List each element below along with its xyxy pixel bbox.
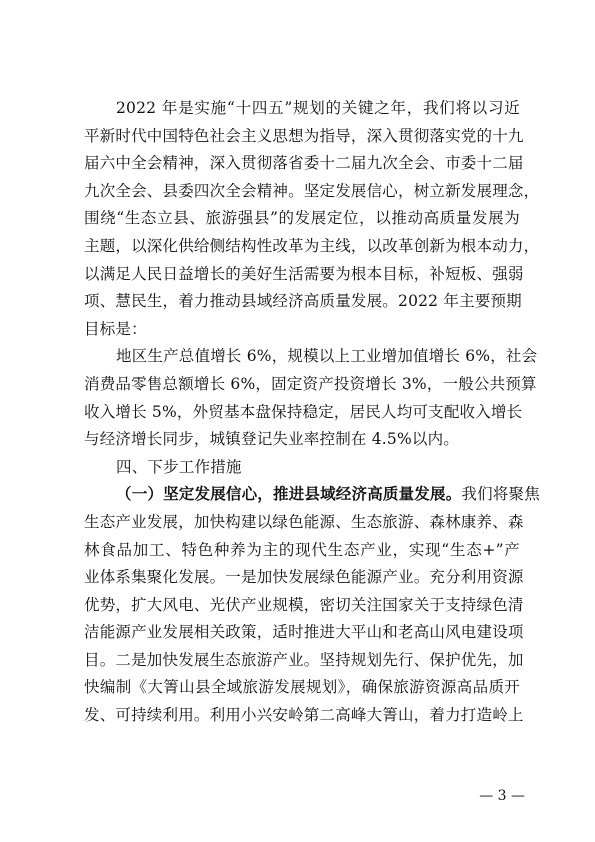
paragraph-3-line: 目。二是加快发展生态旅游产业。坚持规划先行、保护优先，加: [84, 650, 524, 669]
paragraph-1-line: 目标是：: [84, 319, 147, 338]
paragraph-1-line: 以满足人民日益增长的美好生活需要为根本目标，补短板、强弱: [84, 264, 524, 283]
paragraph-3-line: 快编制《大箐山县全域旅游发展规划》，确保旅游资源高品质开: [84, 678, 520, 697]
subsection-lead: （一）坚定发展信心，推进县域经济高质量发展。: [116, 485, 462, 504]
paragraph-1-line: 主题，以深化供给侧结构性改革为主线，以改革创新为根本动力，: [84, 236, 540, 255]
paragraph-1-line: 平新时代中国特色社会主义思想为指导，深入贯彻落实党的十九: [84, 126, 524, 145]
paragraph-3-line: 业体系集聚化发展。一是加快发展绿色能源产业。充分利用资源: [84, 568, 524, 587]
page-body: [84, 95, 540, 730]
page-number: — 3 —: [479, 788, 525, 804]
paragraph-1-line: 九次全会、县委四次全会精神。坚定发展信心，树立新发展理念，: [84, 181, 540, 200]
paragraph-3-line: 优势，扩大风电、光伏产业规模，密切关注国家关于支持绿色清: [84, 595, 524, 614]
paragraph-2-line: 地区生产总值增长 6%，规模以上工业增加值增长 6%，社会: [116, 347, 538, 366]
paragraph-3-line: 林食品加工、特色种养为主的现代生态产业，实现“生态+”产: [84, 540, 520, 559]
paragraph-2-line: 与经济增长同步，城镇登记失业率控制在 4.5%以内。: [84, 430, 460, 449]
paragraph-2-line: 收入增长 5%，外贸基本盘保持稳定，居民人均可支配收入增长: [84, 402, 523, 421]
paragraph-3-text: 我们将聚焦: [461, 485, 540, 504]
paragraph-1-line: 2022 年是实施“十四五”规划的关键之年，我们将以习近: [116, 99, 520, 117]
paragraph-3-first-line: [84, 481, 540, 509]
paragraph-3-line: 生态产业发展，加快构建以绿色能源、生态旅游、森林康养、森: [84, 512, 524, 531]
section-heading: 四、下步工作措施: [116, 457, 242, 476]
paragraph-1-line: 项、慧民生，着力推动县域经济高质量发展。2022 年主要预期: [84, 292, 522, 311]
paragraph-2-line: 消费品零售总额增长 6%，固定资产投资增长 3%，一般公共预算: [84, 374, 537, 393]
paragraph-3-line: 洁能源产业发展相关政策，适时推进大平山和老高山风电建设项: [84, 623, 524, 642]
paragraph-1-line: 围绕“生态立县、旅游强县”的发展定位，以推动高质量发展为: [84, 209, 520, 228]
paragraph-1-line: 届六中全会精神，深入贯彻落省委十二届九次全会、市委十二届: [84, 154, 524, 173]
paragraph-3-line: 发、可持续利用。利用小兴安岭第二高峰大箐山，着力打造岭上: [84, 706, 524, 725]
